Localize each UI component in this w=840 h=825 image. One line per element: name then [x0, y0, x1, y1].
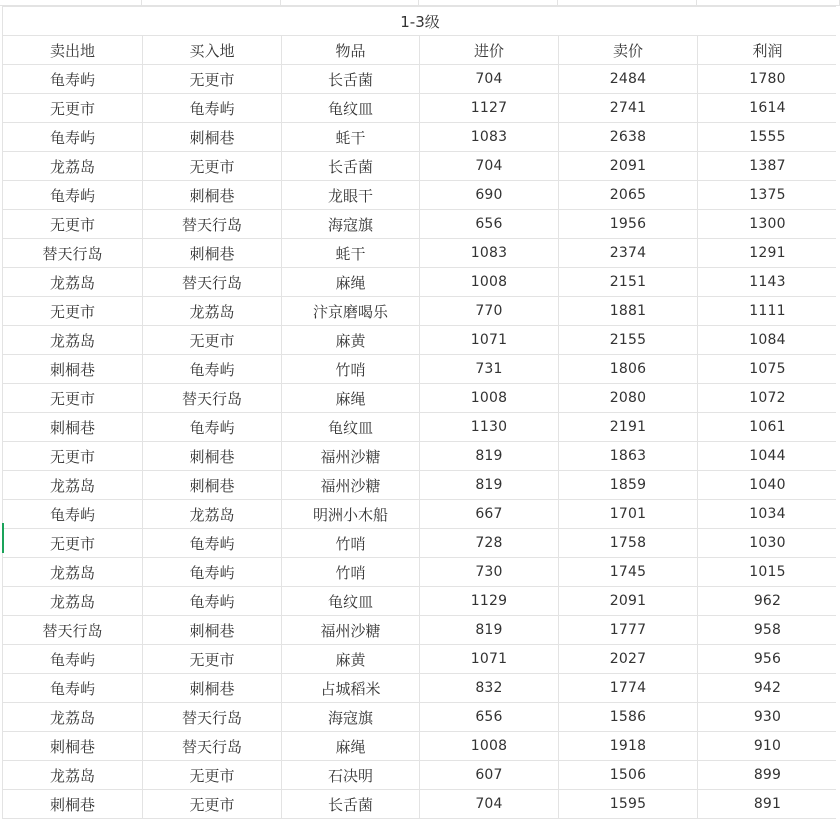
cell-sell-place[interactable]: 龙荔岛 [3, 587, 143, 616]
table-row [3, 732, 838, 761]
table-row [3, 268, 838, 297]
cell-cost[interactable]: 704 [420, 65, 559, 94]
cell-profit[interactable]: 1143 [698, 268, 838, 297]
cell-buy-place[interactable]: 龟寿屿 [143, 587, 282, 616]
cell-sell-place[interactable]: 龟寿屿 [3, 123, 143, 152]
cell-cost[interactable]: 819 [420, 471, 559, 500]
cell-item[interactable]: 长舌菌 [282, 152, 420, 181]
cell-sell-place[interactable]: 刺桐巷 [3, 355, 143, 384]
cell-sell-place[interactable]: 无更市 [3, 94, 143, 123]
header-cell-sell-place[interactable]: 卖出地 [3, 36, 143, 65]
cell-sell-place[interactable]: 龙荔岛 [3, 471, 143, 500]
cell-sell-place[interactable]: 无更市 [3, 297, 143, 326]
cell-buy-place[interactable]: 龟寿屿 [143, 558, 282, 587]
cell-sell-place[interactable]: 无更市 [3, 442, 143, 471]
cell-price[interactable]: 2374 [559, 239, 698, 268]
cell-buy-place[interactable]: 龟寿屿 [143, 355, 282, 384]
cell-buy-place[interactable]: 无更市 [143, 326, 282, 355]
header-cell-price[interactable]: 卖价 [559, 36, 698, 65]
cell-profit[interactable]: 1291 [698, 239, 838, 268]
cell-cost[interactable]: 1008 [420, 732, 559, 761]
cell-cost[interactable]: 667 [420, 500, 559, 529]
header-cell-buy-place[interactable]: 买入地 [143, 36, 282, 65]
cell-buy-place[interactable]: 龙荔岛 [143, 500, 282, 529]
cell-profit[interactable]: 1375 [698, 181, 838, 210]
cell-cost[interactable]: 607 [420, 761, 559, 790]
cell-profit[interactable]: 1111 [698, 297, 838, 326]
cell-profit[interactable]: 962 [698, 587, 838, 616]
cell-buy-place[interactable]: 刺桐巷 [143, 123, 282, 152]
right-edge [836, 6, 840, 825]
cell-cost[interactable]: 1083 [420, 123, 559, 152]
cell-item[interactable]: 福州沙糖 [282, 442, 420, 471]
cell-cost[interactable]: 819 [420, 616, 559, 645]
header-cell-cost[interactable]: 进价 [420, 36, 559, 65]
cell-price[interactable]: 2484 [559, 65, 698, 94]
cell-sell-place[interactable]: 替天行岛 [3, 239, 143, 268]
cell-item[interactable]: 长舌菌 [282, 790, 420, 819]
cell-buy-place[interactable]: 龟寿屿 [143, 413, 282, 442]
cell-buy-place[interactable]: 无更市 [143, 761, 282, 790]
cell-item[interactable]: 竹哨 [282, 355, 420, 384]
cell-price[interactable]: 2151 [559, 268, 698, 297]
cell-buy-place[interactable]: 无更市 [143, 790, 282, 819]
table-row [3, 500, 838, 529]
cell-profit[interactable]: 1034 [698, 500, 838, 529]
cell-price[interactable]: 1806 [559, 355, 698, 384]
cell-sell-place[interactable]: 龙荔岛 [3, 558, 143, 587]
cell-item[interactable]: 麻黄 [282, 326, 420, 355]
table-row [3, 123, 838, 152]
table-title[interactable]: 1-3级 [3, 7, 838, 36]
cell-cost[interactable]: 731 [420, 355, 559, 384]
cell-buy-place[interactable]: 替天行岛 [143, 384, 282, 413]
cell-buy-place[interactable]: 无更市 [143, 152, 282, 181]
table-row [3, 761, 838, 790]
table-row [3, 94, 838, 123]
cell-price[interactable]: 1774 [559, 674, 698, 703]
trade-table [2, 6, 838, 819]
cell-sell-place[interactable]: 刺桐巷 [3, 790, 143, 819]
table-row [3, 587, 838, 616]
cell-buy-place[interactable]: 替天行岛 [143, 732, 282, 761]
cell-sell-place[interactable]: 龟寿屿 [3, 181, 143, 210]
cell-cost[interactable]: 819 [420, 442, 559, 471]
cell-price[interactable]: 2091 [559, 152, 698, 181]
cell-buy-place[interactable]: 刺桐巷 [143, 471, 282, 500]
cell-buy-place[interactable]: 龟寿屿 [143, 94, 282, 123]
cell-sell-place[interactable]: 无更市 [3, 529, 143, 558]
cell-sell-place[interactable]: 龟寿屿 [3, 674, 143, 703]
cell-price[interactable]: 2065 [559, 181, 698, 210]
cell-price[interactable]: 1701 [559, 500, 698, 529]
cell-cost[interactable]: 656 [420, 703, 559, 732]
cell-item[interactable]: 海寇旗 [282, 210, 420, 239]
cell-sell-place[interactable]: 龙荔岛 [3, 703, 143, 732]
cell-cost[interactable]: 832 [420, 674, 559, 703]
cell-sell-place[interactable]: 刺桐巷 [3, 732, 143, 761]
cell-item[interactable]: 龟纹皿 [282, 413, 420, 442]
cell-item[interactable]: 长舌菌 [282, 65, 420, 94]
cell-cost[interactable]: 770 [420, 297, 559, 326]
table-row [3, 355, 838, 384]
cell-item[interactable]: 龟纹皿 [282, 94, 420, 123]
table-row [3, 152, 838, 181]
cell-sell-place[interactable]: 替天行岛 [3, 616, 143, 645]
cell-price[interactable]: 1859 [559, 471, 698, 500]
cell-cost[interactable]: 1071 [420, 326, 559, 355]
cell-cost[interactable]: 656 [420, 210, 559, 239]
cell-profit[interactable]: 910 [698, 732, 838, 761]
cell-cost[interactable]: 1008 [420, 384, 559, 413]
cell-item[interactable]: 麻绳 [282, 384, 420, 413]
cell-price[interactable]: 2027 [559, 645, 698, 674]
cell-cost[interactable]: 1127 [420, 94, 559, 123]
header-cell-item[interactable]: 物品 [282, 36, 420, 65]
table-row [3, 413, 838, 442]
cell-price[interactable]: 1595 [559, 790, 698, 819]
cell-price[interactable]: 2155 [559, 326, 698, 355]
cell-profit[interactable]: 891 [698, 790, 838, 819]
cell-price[interactable]: 1745 [559, 558, 698, 587]
cell-buy-place[interactable]: 无更市 [143, 65, 282, 94]
cell-cost[interactable]: 1008 [420, 268, 559, 297]
cell-price[interactable]: 1777 [559, 616, 698, 645]
table-row [3, 239, 838, 268]
cell-price[interactable]: 1881 [559, 297, 698, 326]
cell-profit[interactable]: 958 [698, 616, 838, 645]
cell-price[interactable]: 2638 [559, 123, 698, 152]
cell-sell-place[interactable]: 刺桐巷 [3, 413, 143, 442]
cell-profit[interactable]: 1614 [698, 94, 838, 123]
cell-sell-place[interactable]: 龙荔岛 [3, 268, 143, 297]
cell-sell-place[interactable]: 龟寿屿 [3, 645, 143, 674]
cell-profit[interactable]: 1300 [698, 210, 838, 239]
cell-price[interactable]: 1956 [559, 210, 698, 239]
cell-cost[interactable]: 1129 [420, 587, 559, 616]
cell-price[interactable]: 1918 [559, 732, 698, 761]
table-row [3, 558, 838, 587]
cell-item[interactable]: 竹哨 [282, 558, 420, 587]
table-row [3, 181, 838, 210]
cell-cost[interactable]: 1071 [420, 645, 559, 674]
cell-price[interactable]: 1863 [559, 442, 698, 471]
cell-buy-place[interactable]: 刺桐巷 [143, 674, 282, 703]
cell-price[interactable]: 1506 [559, 761, 698, 790]
cell-profit[interactable]: 1072 [698, 384, 838, 413]
cell-cost[interactable]: 704 [420, 790, 559, 819]
cell-item[interactable]: 蚝干 [282, 123, 420, 152]
cell-cost[interactable]: 730 [420, 558, 559, 587]
cell-buy-place[interactable]: 刺桐巷 [143, 442, 282, 471]
cell-sell-place[interactable]: 无更市 [3, 384, 143, 413]
cell-profit[interactable]: 930 [698, 703, 838, 732]
cell-item[interactable]: 明洲小木船 [282, 500, 420, 529]
cell-sell-place[interactable]: 龙荔岛 [3, 326, 143, 355]
cell-profit[interactable]: 1084 [698, 326, 838, 355]
cell-cost[interactable]: 1083 [420, 239, 559, 268]
cell-profit[interactable]: 956 [698, 645, 838, 674]
cell-profit[interactable]: 1015 [698, 558, 838, 587]
cell-cost[interactable]: 704 [420, 152, 559, 181]
cell-sell-place[interactable]: 龟寿屿 [3, 500, 143, 529]
table-row [3, 616, 838, 645]
cell-buy-place[interactable]: 龟寿屿 [143, 529, 282, 558]
cell-cost[interactable]: 690 [420, 181, 559, 210]
cell-item[interactable]: 龙眼干 [282, 181, 420, 210]
header-cell-profit[interactable]: 利润 [698, 36, 838, 65]
cell-profit[interactable]: 1780 [698, 65, 838, 94]
table-row [3, 65, 838, 94]
cell-buy-place[interactable]: 替天行岛 [143, 703, 282, 732]
table-row [3, 326, 838, 355]
cell-profit[interactable]: 899 [698, 761, 838, 790]
cell-profit[interactable]: 1387 [698, 152, 838, 181]
table-row [3, 442, 838, 471]
table-row [3, 790, 838, 819]
cell-profit[interactable]: 1044 [698, 442, 838, 471]
cell-buy-place[interactable]: 无更市 [143, 645, 282, 674]
active-row-marker [2, 523, 4, 553]
cell-cost[interactable]: 1130 [420, 413, 559, 442]
cell-price[interactable]: 2091 [559, 587, 698, 616]
cell-profit[interactable]: 942 [698, 674, 838, 703]
table-row [3, 645, 838, 674]
cell-profit[interactable]: 1061 [698, 413, 838, 442]
cell-item[interactable]: 占城稻米 [282, 674, 420, 703]
cell-profit[interactable]: 1555 [698, 123, 838, 152]
header-row [3, 36, 838, 65]
table-row [3, 471, 838, 500]
table-row [3, 210, 838, 239]
title-row [3, 7, 838, 36]
table-row [3, 529, 838, 558]
cell-sell-place[interactable]: 龙荔岛 [3, 152, 143, 181]
cell-item[interactable]: 龟纹皿 [282, 587, 420, 616]
cell-price[interactable]: 2191 [559, 413, 698, 442]
cell-price[interactable]: 1758 [559, 529, 698, 558]
cell-buy-place[interactable]: 替天行岛 [143, 210, 282, 239]
cell-buy-place[interactable]: 刺桐巷 [143, 239, 282, 268]
cell-sell-place[interactable]: 无更市 [3, 210, 143, 239]
cell-item[interactable]: 汴京磨喝乐 [282, 297, 420, 326]
cell-price[interactable]: 2080 [559, 384, 698, 413]
cell-cost[interactable]: 728 [420, 529, 559, 558]
cell-item[interactable]: 竹哨 [282, 529, 420, 558]
table-row [3, 674, 838, 703]
cell-buy-place[interactable]: 替天行岛 [143, 268, 282, 297]
cell-item[interactable]: 福州沙糖 [282, 471, 420, 500]
cell-item[interactable]: 蚝干 [282, 239, 420, 268]
cell-profit[interactable]: 1075 [698, 355, 838, 384]
table-row [3, 703, 838, 732]
cell-item[interactable]: 麻绳 [282, 268, 420, 297]
table-row [3, 384, 838, 413]
cell-sell-place[interactable]: 龙荔岛 [3, 761, 143, 790]
cell-item[interactable]: 麻黄 [282, 645, 420, 674]
table-row [3, 297, 838, 326]
cell-buy-place[interactable]: 刺桐巷 [143, 616, 282, 645]
cell-price[interactable]: 1586 [559, 703, 698, 732]
cell-price[interactable]: 2741 [559, 94, 698, 123]
cell-item[interactable]: 麻绳 [282, 732, 420, 761]
cell-item[interactable]: 福州沙糖 [282, 616, 420, 645]
cell-profit[interactable]: 1040 [698, 471, 838, 500]
cell-sell-place[interactable]: 龟寿屿 [3, 65, 143, 94]
cell-item[interactable]: 海寇旗 [282, 703, 420, 732]
cell-profit[interactable]: 1030 [698, 529, 838, 558]
cell-buy-place[interactable]: 龙荔岛 [143, 297, 282, 326]
cell-item[interactable]: 石决明 [282, 761, 420, 790]
cell-buy-place[interactable]: 刺桐巷 [143, 181, 282, 210]
